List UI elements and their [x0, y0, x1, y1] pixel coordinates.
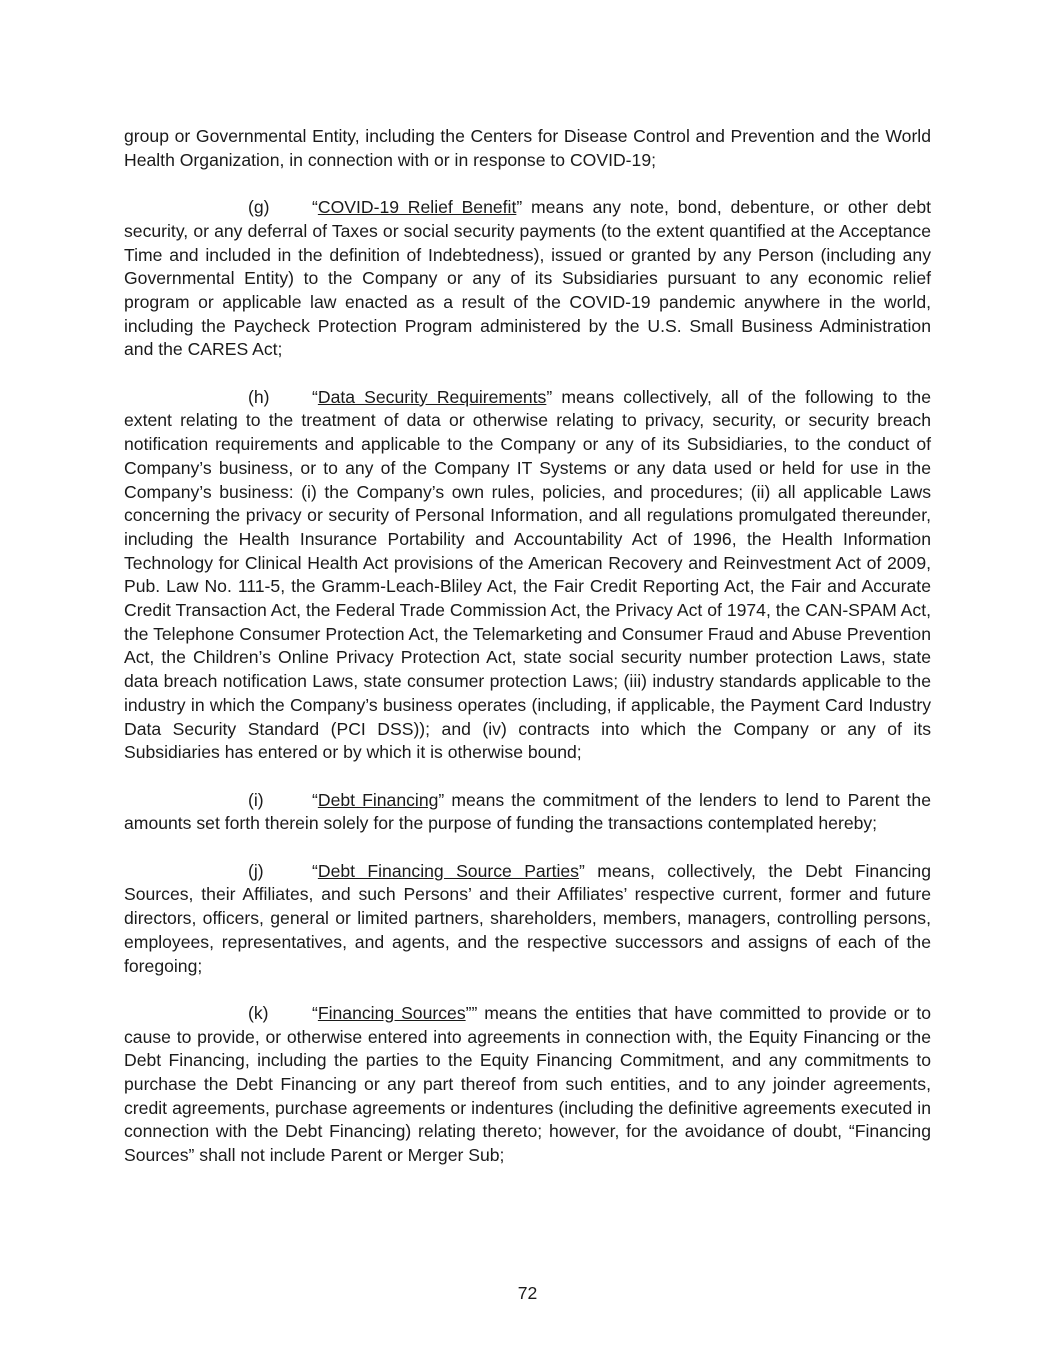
- definition-i: [124, 789, 931, 836]
- defined-term: COVID-19 Relief Benefit: [317, 197, 517, 218]
- definition-text: means any note, bond, debenture, or other debt security, or any deferral of Taxes or social security payments (to the extent quantified at the Acceptance Time and included in the definition of Indebtedness), issued or granted by any Person (including any Governmental Entity) to the Company or any of its Subsidiaries pursuant to any economic relief program or applicable law enacted as a result of the COVID-19 pandemic anywhere in the world, including the Paycheck Protection Program administered by the U.S. Small Business Administration and the CARES Act;: [124, 197, 931, 360]
- defined-term: Debt Financing: [317, 789, 439, 810]
- definition-text: means the commitment of the lenders to lend to Parent the amounts set forth therein solely for the purpose of funding the transactions contemplated hereby;: [124, 789, 932, 834]
- open-quote: “: [312, 386, 318, 407]
- definition-text: means, collectively, the Debt Financing Sources, their Affiliates, and such Persons’ and their Affiliates’ respective current, former and future directors, officers, general or limited partners, shareholders, members, managers, controlling persons, employees, representatives, and agents, and the respective successors and assigns of each of the foregoing;: [124, 860, 931, 976]
- definition-text: means the entities that have committed to provide or to cause to provide, or otherwise entered into agreements in connection with, the Equity Financing or the Debt Financing, including the parties to the Equity Financing Commitment, and any commitments to purchase the Debt Financing or any part thereof from such entities, and to any joinder agreements, credit agreements, purchase agreements or indentures (including the definitive agreements executed in connection with the Debt Financing) relating thereto; however, for the avoidance of doubt, “Financing Sources” shall not include Parent or Merger Sub;: [124, 1002, 931, 1166]
- close-quote: ”: [438, 789, 445, 810]
- open-quote: “: [312, 789, 318, 810]
- page-body: [124, 125, 931, 1192]
- definition-number: (g): [248, 197, 270, 218]
- close-quote: ”: [516, 197, 523, 218]
- definition-text: means collectively, all of the following to the extent relating to the treatment of data or otherwise relating to privacy, security, or security breach notification requirements and applicable to the Company or any of its Subsidiaries, to the conduct of Company’s business, or to any of the Company IT Systems or any data used or held for use in the Company’s business: (i) the Company’s own rules, policies, and procedures; (ii) all applicable Laws concerning the privacy or security of Personal Information, and all regulations promulgated thereunder, including the Health Insurance Portability and Accountability Act of 1996, the Health Information Technology for Clinical Health Act provisions of the American Recovery and Reinvestment Act of 2009, Pub. Law No. 111-5, the Gramm-Leach-Bliley Act, the Fair Credit Reporting Act, the Fair and Accurate Credit Transaction Act, the Federal Trade Commission Act, the Privacy Act of 1974, the CAN-SPAM Act, the Telephone Consumer Protection Act, the Telemarketing and Consumer Fraud and Abuse Prevention Act, the Children’s Online Privacy Protection Act, state social security number protection Laws, state data breach notification Laws, state consumer protection Laws; (iii) industry standards applicable to the industry in which the Company’s business operates (including, if applicable, the Payment Card Industry Data Security Standard (PCI DSS)); and (iv) contracts into which the Company or any of its Subsidiaries has entered or by which it is otherwise bound;: [124, 386, 931, 763]
- open-quote: “: [312, 197, 318, 218]
- definition-h: [124, 386, 931, 765]
- open-quote: “: [312, 1002, 318, 1023]
- definition-number: (i): [248, 789, 264, 810]
- page-number: 72: [517, 1283, 538, 1303]
- defined-term: Financing Sources: [317, 1002, 466, 1023]
- definition-number: (j): [248, 860, 264, 881]
- defined-term: Data Security Requirements: [317, 386, 547, 407]
- continuation-paragraph: group or Governmental Entity, including the Centers for Disease Control and Prevention and the World Health Organization, in connection with or in response to COVID-19;: [124, 126, 931, 170]
- close-quote: ”: [546, 386, 553, 407]
- defined-term: Debt Financing Source Parties: [317, 860, 579, 881]
- open-quote: “: [312, 860, 318, 881]
- definition-number: (k): [248, 1002, 269, 1023]
- definition-k: [124, 1002, 931, 1168]
- close-quote: ”: [578, 860, 585, 881]
- definition-j: [124, 860, 931, 979]
- definition-g: [124, 196, 931, 362]
- close-quote: ””: [465, 1002, 478, 1023]
- definition-number: (h): [248, 386, 270, 407]
